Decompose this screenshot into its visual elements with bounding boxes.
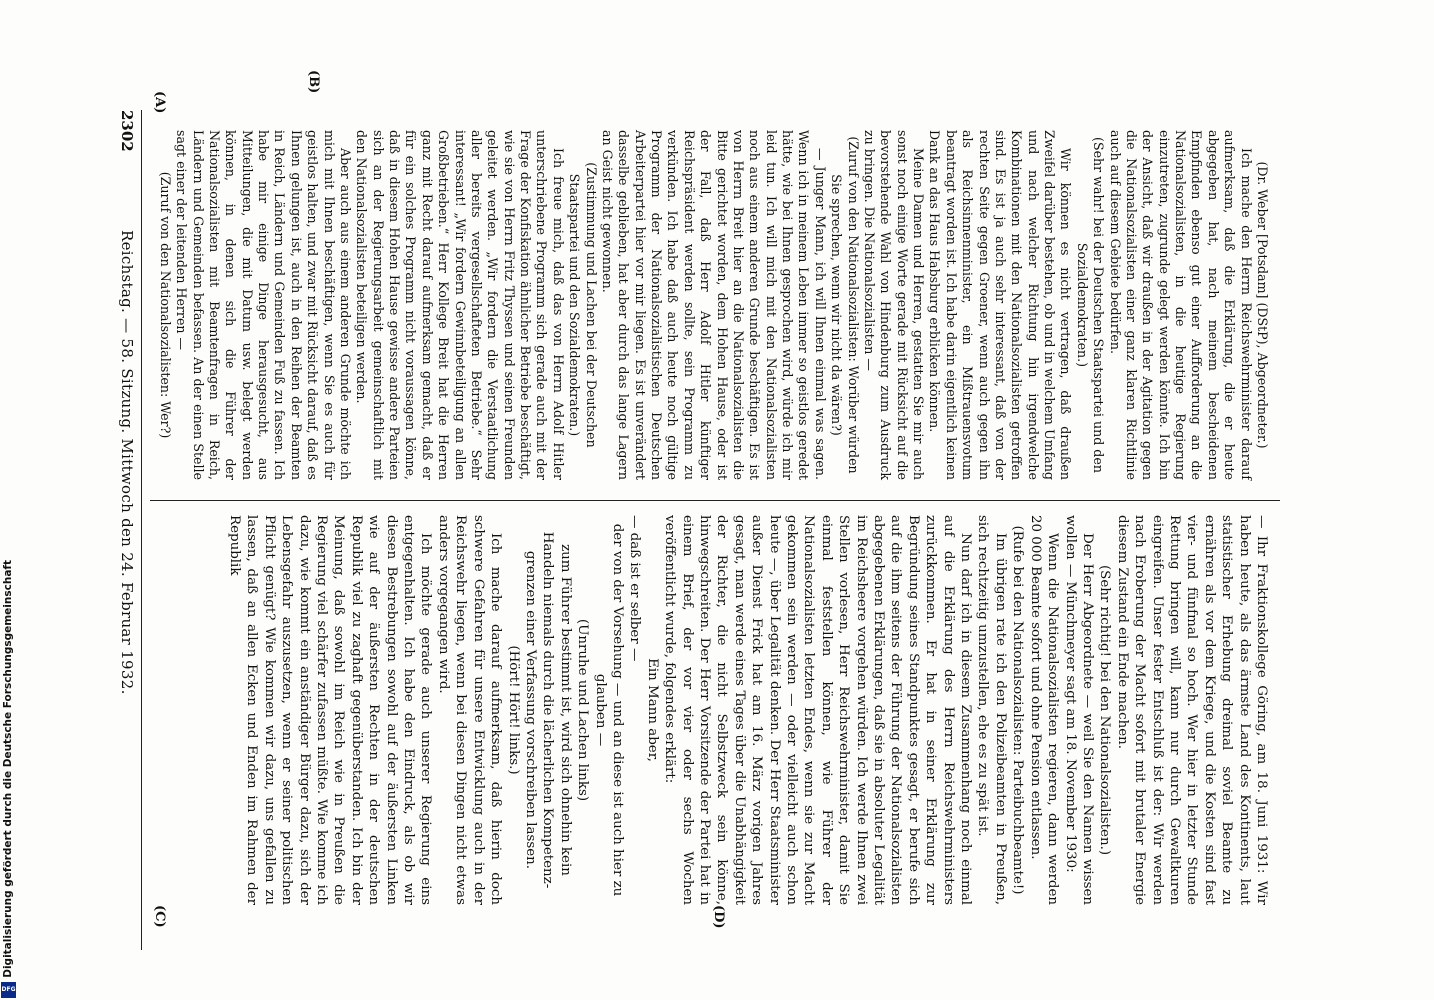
paragraph: (Sehr wahr! bei der Deutschen Staatspartei und den Sozialdemokraten.) (1074, 137, 1107, 473)
dfg-logo: DFG (1, 982, 16, 998)
column-divider (150, 500, 1280, 501)
paragraph: Ich mache darauf aufmerksam, daß hierin doch schwere Gefahren für unsere Entwicklung auch in der Reichswehr liegen, wenn bei diesen Dingen nicht etwas anders vorgegangen wird. (435, 515, 504, 905)
margin-mark-b: (B) (306, 70, 321, 94)
page-title: Reichstag. — 58. Sitzung. Mittwoch den 24. Februar 1932. (118, 230, 136, 695)
paragraph: — Junger Mann, ich will Ihnen einmal was sagen. Wenn ich in meinem Leben immer so geistlos geredet hätte, wie bei Ihnen gesprochen wird, würde ich mir leid tun. Ich will mich mit den Nationalsozialisten noch aus einem anderen Grunde beschäftigen. Es ist von Herrn Breit hier an die Nationalsozialisten die Bitte gerichtet worden, dem Hohen Hause, oder ist der Fall, daß Herr Adolf Hitler künftiger Reichspräsident werden sollte, sein Programm zu verkünden. Ich habe daß auch heute noch gültige Programm der Nationalsozialistischen Deutschen Arbeiterpartei hier vor mir liegen. Es ist unverändert dasselbe geblieben, hat aber durch das lange Lagern an Geist nicht gewonnen. (600, 130, 828, 480)
sidebar (0, 0, 18, 1000)
margin-mark-a: (A) (152, 91, 167, 114)
digitization-credit: Digitalisierung gefördert durch die Deutsche Forschungsgemeinschaft (2, 560, 14, 978)
paragraph: (Zuruf von den Nationalsozialisten: Worüber würden Sie sprechen, wenn wir nicht da wären?) (829, 136, 861, 474)
paragraph: (Zuruf von den Nationalsozialisten: Wer?) (157, 171, 173, 439)
paragraph: Wir können es nicht vertragen, daß draußen Zweifel darüber bestehen, ob und in welchem Umfang und nach welcher Richtung hin irgendwelche Kombinationen mit den Nationalsozialisten getroffen sind. Es ist ja auch sehr interessant, daß von der rechten Seite gegen Groener, wenn auch gegen ihn als Reichsinnenminister, ein Mißtrauensvotum beantragt worden ist. Ich habe darin eigentlich keinen Dank an das Haus Habsburg erblicken können. (927, 130, 1074, 480)
paragraph: Ich möchte gerade auch unserer Regierung eins entgegenhalten. Ich habe den Eindruck, als ob wir diesen Bestrebungen sowohl auf der äußersten Linken wie auf der äußersten Rechten in der deutschen Republik viel zu zaghaft gegenüberstanden. Ich bin der Meinung, daß sowohl im Reich wie in Preußen die Regierung viel schärfer zufassen müßte. Wie komme ich dazu, wie kommt ein anständiger Bürger dazu, sich der Lebensgefahr auszusetzen, wenn er seiner politischen Pflicht genügt? Wie kommen wir dazu, uns gefallen zu lassen, daß an allen Ecken und Enden im Rahmen der Republik (227, 515, 434, 905)
page-header (105, 110, 135, 840)
paragraph: Ich mache den Herrn Reichswehrminister darauf aufmerksam, daß die Erklärung, die er heute abgegeben hat, nach meinem bescheidenen Empfinden ebenso gut einer Aufforderung an die Nationalsozialisten, in die heutige Regierung einzutreten, zugrunde gelegt werden könnte. Ich bin der Ansicht, daß wir draußen in der Agitation gegen die Nationalsozialisten einer ganz klaren Richtlinie auch auf diesem Gebiete bedürfen. (1107, 130, 1254, 480)
paragraph: (Hört! Hört! links.) (505, 645, 521, 775)
paragraph: der von der Vorsehung — und an diese ist auch hier zu glauben — (592, 523, 625, 897)
paragraph: Nun darf ich in diesem Zusammenhang noch einmal auf die Erklärung des Herrn Reichswehrministers zurückkommen. Er hat in seiner Erklärung zur Begründung seines Standpunktes gesagt, er berufe sich auf die ihm seitens der Führung der Nationalsozialisten abgegebenen Erklärungen, daß sie in absoluter Legalität im Reichsheere vorgehen würden. Ich werde Ihnen zwei Stellen vorlesen, Herr Reichswehrminister, damit Sie einmal feststellen können, wie Führer der Nationalsozialisten letzten Endes, wenn sie zur Macht gekommen sein werden — oder vielleicht auch schon heute —, über Legalität denken. Der Herr Staatsminister außer Dienst Frick hat am 16. März vorigen Jahres gesagt, man werde eines Tages über die Unabhängigkeit der Richter, die nicht Selbstzweck sein könne, hinwegschreiten. Der Herr Vorsitzende der Partei hat in einem Brief, der vor vier oder sechs Wochen veröffentlicht wurde, folgendes erklärt: (662, 515, 974, 905)
text-column-left (150, 130, 1270, 480)
paragraph: Ein Mann aber, (644, 658, 660, 762)
paragraph: Ich freue mich, daß das von Herrn Adolf Hitler unterschriebene Programm sich gerade auch mit der Frage der Konfiskation ähnlicher Betriebe beschäftigt, wie sie von Herrn Fritz Thyssen und seinen Freunden geleitet werden. „Wir fordern die Verstaatlichung aller bereits vergesellschafteten Betriebe.“ Sehr interessant! „Wir fordern Gewinnbeteiligung an allen Großbetrieben.“ Herr Kollege Breit hat die Herren ganz mit Recht darauf aufmerksam gemacht, daß er für ein solches Programm nicht voraussagen könne, daß in diesem Hohen Hause gewisse andere Parteien sich an der Regierungsarbeit gemeinschaftlich mit den Nationalsozialisten beteiligen werden. (354, 130, 566, 480)
paragraph: — daß ist er selber — (627, 515, 643, 662)
paragraph: Im übrigen rate ich den Polizeibeamten in Preußen, sich rechtzeitig umzustellen, ehe es zu spät ist. (975, 515, 1008, 905)
paragraph: (Rufe bei den Nationalsozialisten: Parteibuchbeamte!) (1010, 525, 1026, 895)
paragraph: Der Herr Abgeordnete — weil Sie den Namen wissen wollen — Münchmeyer sagt am 18. November 1930: (1062, 515, 1095, 905)
header-rule (141, 110, 142, 950)
paragraph: Meine Damen und Herren, gestatten Sie mir auch sonst noch einige Worte gerade mit Rücksicht auf die bevorstehende Wahl von Hindenburg zum Ausdruck zu bringen. Die Nationalsozialisten — (862, 130, 927, 480)
paragraph: (Sehr richtig! bei den Nationalsozialisten.) (1097, 564, 1113, 856)
paragraph: (Dr. Weber [Potsdam] (DStP), Abgeordneter.) (1255, 161, 1270, 449)
paragraph: Wenn die Nationalsozialisten regieren, dann werden 20 000 Beamte sofort und ohne Pension entlassen. (1027, 515, 1061, 905)
margin-mark-d: (D) (711, 905, 726, 929)
paragraph: zum Führer bestimmt ist, wird sich ohnehin kein Handeln niemals durch die lächerlichen Kompetenz- grenzen einer Verfassung vorschreiben lassen. (522, 531, 573, 889)
paragraph: (Unruhe und Lachen links) (575, 618, 591, 802)
text-column-right (150, 515, 1270, 905)
paragraph: Aber auch aus einem anderen Grunde möchte ich mich mit Ihnen beschäftigen, wenn Sie es auch für geistlos halten, und zwar mit Rücksicht darauf, daß es Ihnen gelungen ist, auch in den Reihen der Beamten in Reich, Ländern und Gemeinden Fuß zu fassen. Ich habe mir einige Dinge herausgesucht, aus Mitteilungen, die mit Datum usw. belegt werden können, in denen sich die Führer der Nationalsozialisten mit Beamtenfragen in Reich, Ländern und Gemeinden befassen. An der einen Stelle sagt einer der leitenden Herren — (174, 130, 353, 480)
margin-mark-c: (C) (152, 905, 167, 928)
page-number: 2302 (118, 110, 136, 152)
paragraph: — Ihr Fraktionskollege Göring, am 18. Juni 1931: Wir haben heute, als das ärmste Land des Kontinents, laut statistischer Erhebung dreimal soviel Beamte zu ernähren als vor dem Kriege, und die Kosten sind fast vier- und fünfmal so hoch. Wer hier in letzter Stunde Rettung bringen will, kann nur durch Gewaltkuren eingreifen. Unser fester Entschluß ist der: Wir werden nach Eroberung der Macht sofort mit brutaler Energie diesem Zustand ein Ende machen. (1114, 515, 1269, 905)
paragraph: (Zustimmung und Lachen bei der Deutschen Staatspartei und den Sozialdemokraten.) (567, 162, 599, 448)
